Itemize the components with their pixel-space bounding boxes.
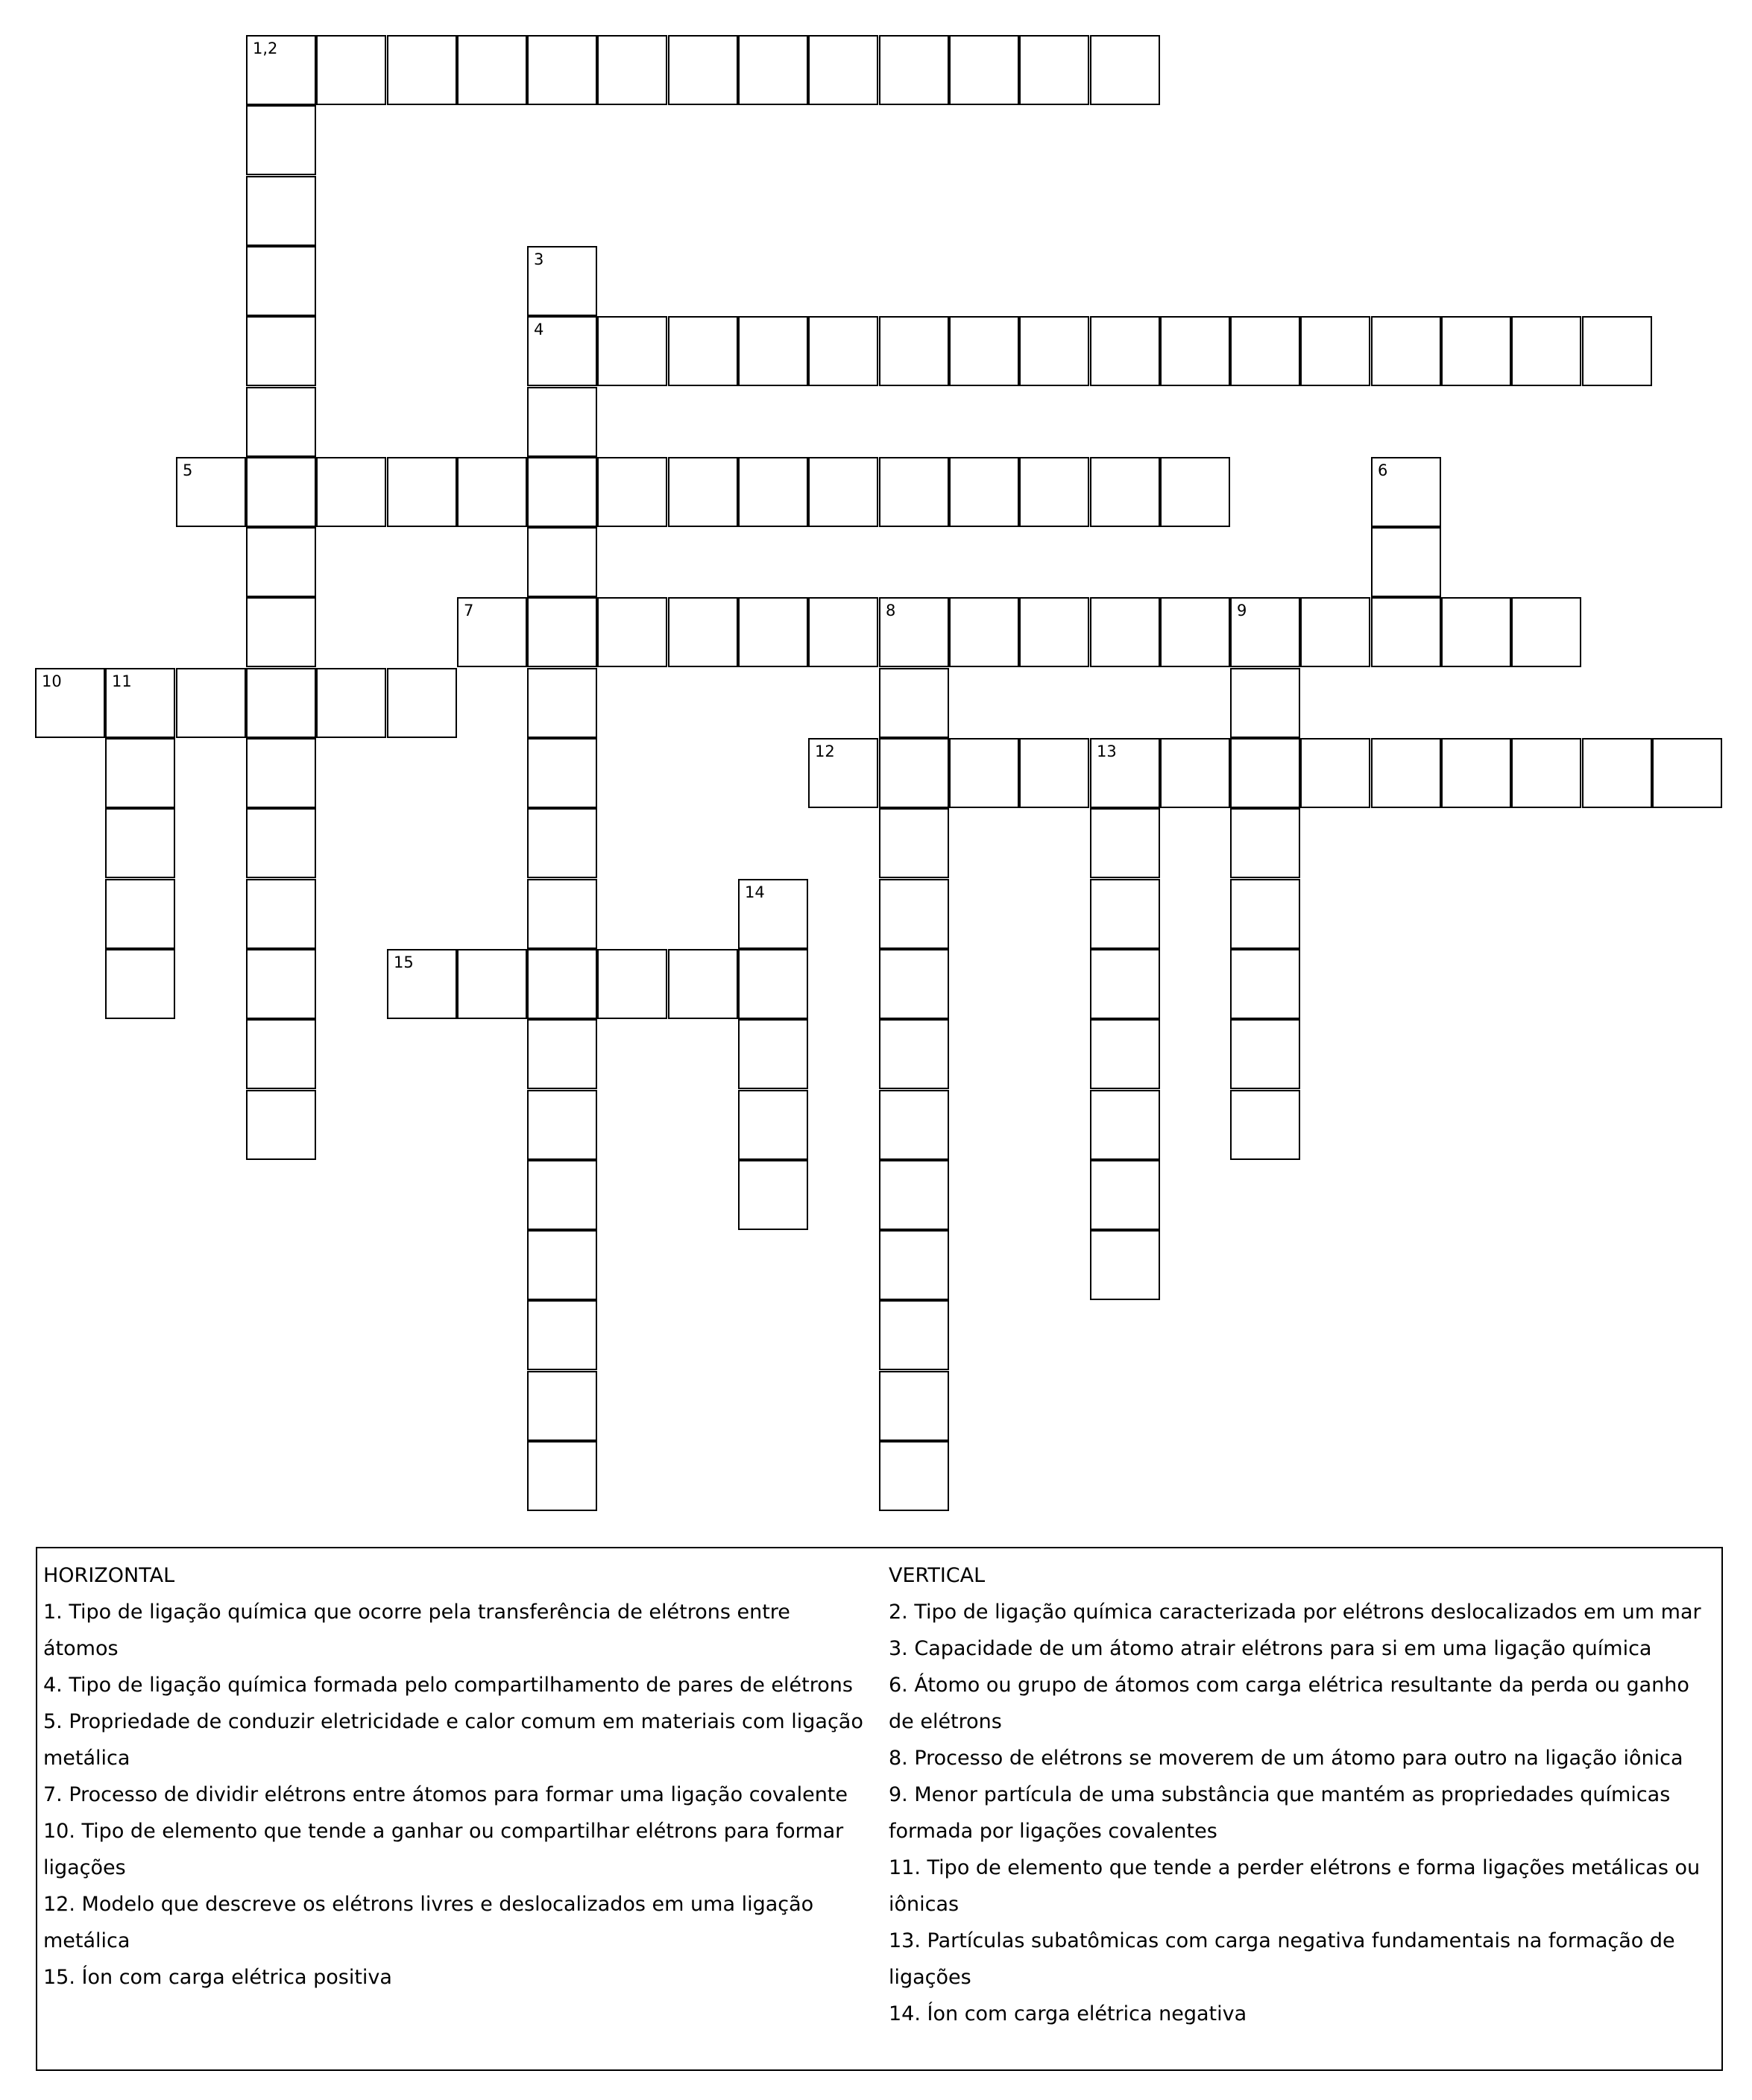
grid-cell[interactable] <box>527 1160 597 1230</box>
grid-cell[interactable] <box>1019 35 1089 105</box>
clue-across-10: 10. Tipo de elemento que tende a ganhar ou compartilhar elétrons para formar ligações <box>43 1820 844 1879</box>
grid-cell[interactable] <box>1090 1090 1160 1160</box>
grid-cell[interactable] <box>176 668 246 738</box>
grid-cell[interactable] <box>105 738 175 808</box>
clue-number: 10 <box>42 672 62 690</box>
grid-cell[interactable] <box>1160 457 1230 527</box>
grid-cell[interactable] <box>246 527 316 597</box>
grid-cell[interactable] <box>1371 738 1441 808</box>
grid-cell[interactable] <box>668 457 738 527</box>
grid-cell[interactable] <box>527 1300 597 1370</box>
grid-cell[interactable] <box>1090 1160 1160 1230</box>
grid-cell[interactable] <box>879 738 949 808</box>
grid-cell[interactable] <box>527 246 597 316</box>
clue-number: 6 <box>1378 461 1388 479</box>
grid-cell[interactable] <box>879 1230 949 1300</box>
grid-cell[interactable] <box>457 949 527 1019</box>
grid-cell[interactable] <box>387 457 457 527</box>
grid-cell[interactable] <box>1090 1019 1160 1089</box>
grid-cell[interactable] <box>246 35 316 105</box>
grid-cell[interactable] <box>808 457 878 527</box>
grid-cell[interactable] <box>879 668 949 738</box>
grid-cell[interactable] <box>1090 879 1160 949</box>
clue-number: 9 <box>1237 602 1247 619</box>
grid-cell[interactable] <box>1230 1090 1300 1160</box>
grid-cell[interactable] <box>527 1441 597 1511</box>
clue-number: 11 <box>112 672 132 690</box>
clue-down-13: 13. Partículas subatômicas com carga negativa fundamentais na formação de ligações <box>889 1929 1675 1989</box>
grid-cell[interactable] <box>1230 316 1300 386</box>
grid-cell[interactable] <box>1019 738 1089 808</box>
grid-cell[interactable] <box>949 457 1019 527</box>
grid-cell[interactable] <box>738 879 808 949</box>
clue-down-6: 6. Átomo ou grupo de átomos com carga elétrica resultante da perda ou ganho de elétrons <box>889 1674 1689 1733</box>
grid-cell[interactable] <box>246 668 316 738</box>
grid-cell[interactable] <box>246 246 316 316</box>
clue-across-5: 5. Propriedade de conduzir eletricidade e calor comum em materiais com ligação metálica <box>43 1710 863 1770</box>
grid-cell[interactable] <box>527 668 597 738</box>
grid-cell[interactable] <box>1160 738 1230 808</box>
clues-box <box>36 1547 1723 2071</box>
grid-cell[interactable] <box>1230 949 1300 1019</box>
clue-number: 3 <box>534 250 544 268</box>
grid-cell[interactable] <box>879 1090 949 1160</box>
grid-cell[interactable] <box>808 316 878 386</box>
grid-cell[interactable] <box>668 316 738 386</box>
grid-cell[interactable] <box>246 387 316 457</box>
grid-cell[interactable] <box>1371 457 1441 527</box>
grid-cell[interactable] <box>1652 738 1722 808</box>
grid-cell[interactable] <box>246 738 316 808</box>
clue-number: 4 <box>534 321 544 338</box>
grid-cell[interactable] <box>597 457 667 527</box>
grid-cell[interactable] <box>105 949 175 1019</box>
grid-cell[interactable] <box>1090 457 1160 527</box>
grid-cell[interactable] <box>1230 1019 1300 1089</box>
grid-cell[interactable] <box>738 949 808 1019</box>
grid-cell[interactable] <box>246 457 316 527</box>
grid-cell[interactable] <box>316 668 386 738</box>
grid-cell[interactable] <box>316 35 386 105</box>
grid-cell[interactable] <box>879 808 949 878</box>
grid-cell[interactable] <box>879 316 949 386</box>
grid-cell[interactable] <box>1511 738 1581 808</box>
clue-across-12: 12. Modelo que descreve os elétrons livres e deslocalizados em uma ligação metálica <box>43 1893 814 1952</box>
grid-cell[interactable] <box>738 597 808 667</box>
grid-cell[interactable] <box>527 1371 597 1441</box>
grid-cell[interactable] <box>808 597 878 667</box>
clue-across-15: 15. Íon com carga elétrica positiva <box>43 1966 392 1989</box>
clue-number: 14 <box>745 883 765 901</box>
clue-down-11: 11. Tipo de elemento que tende a perder elétrons e forma ligações metálicas ou iônicas <box>889 1856 1701 1916</box>
grid-cell[interactable] <box>738 316 808 386</box>
grid-cell[interactable] <box>1371 527 1441 597</box>
grid-cell[interactable] <box>949 35 1019 105</box>
grid-cell[interactable] <box>1160 597 1230 667</box>
grid-cell[interactable] <box>1582 316 1652 386</box>
grid-cell[interactable] <box>1230 738 1300 808</box>
grid-cell[interactable] <box>808 35 878 105</box>
grid-cell[interactable] <box>527 879 597 949</box>
grid-cell[interactable] <box>1582 738 1652 808</box>
grid-cell[interactable] <box>246 949 316 1019</box>
grid-cell[interactable] <box>35 668 105 738</box>
horizontal-clues <box>43 1557 871 1996</box>
grid-cell[interactable] <box>1441 738 1511 808</box>
clue-down-3: 3. Capacidade de um átomo atrair elétrons para si em uma ligação química <box>889 1637 1652 1660</box>
grid-cell[interactable] <box>1090 597 1160 667</box>
clue-number: 1,2 <box>253 40 278 57</box>
grid-cell[interactable] <box>668 35 738 105</box>
grid-cell[interactable] <box>738 1019 808 1089</box>
grid-cell[interactable] <box>527 457 597 527</box>
grid-cell[interactable] <box>105 668 175 738</box>
grid-cell[interactable] <box>879 879 949 949</box>
grid-cell[interactable] <box>246 176 316 246</box>
grid-cell[interactable] <box>246 105 316 175</box>
grid-cell[interactable] <box>738 1090 808 1160</box>
grid-cell[interactable] <box>527 808 597 878</box>
clue-number: 13 <box>1097 742 1117 760</box>
grid-cell[interactable] <box>879 949 949 1019</box>
grid-cell[interactable] <box>1371 597 1441 667</box>
grid-cell[interactable] <box>246 316 316 386</box>
vertical-heading: VERTICAL <box>889 1564 986 1587</box>
grid-cell[interactable] <box>457 35 527 105</box>
grid-cell[interactable] <box>527 738 597 808</box>
clue-number: 12 <box>815 742 835 760</box>
grid-cell[interactable] <box>246 597 316 667</box>
grid-cell[interactable] <box>105 808 175 878</box>
grid-cell[interactable] <box>527 597 597 667</box>
clue-across-1: 1. Tipo de ligação química que ocorre pela transferência de elétrons entre átomos <box>43 1601 790 1660</box>
grid-cell[interactable] <box>668 597 738 667</box>
grid-cell[interactable] <box>387 35 457 105</box>
grid-cell[interactable] <box>597 949 667 1019</box>
grid-cell[interactable] <box>879 597 949 667</box>
grid-cell[interactable] <box>1230 597 1300 667</box>
grid-cell[interactable] <box>879 457 949 527</box>
grid-cell[interactable] <box>387 949 457 1019</box>
grid-cell[interactable] <box>246 1090 316 1160</box>
grid-cell[interactable] <box>527 316 597 386</box>
grid-cell[interactable] <box>527 35 597 105</box>
grid-cell[interactable] <box>879 1371 949 1441</box>
grid-cell[interactable] <box>387 668 457 738</box>
clue-number: 15 <box>394 953 414 971</box>
grid-cell[interactable] <box>1300 597 1370 667</box>
clue-number: 5 <box>183 461 193 479</box>
clue-down-9: 9. Menor partícula de uma substância que mantém as propriedades químicas formada por ligações covalentes <box>889 1783 1671 1843</box>
grid-cell[interactable] <box>738 1160 808 1230</box>
grid-cell[interactable] <box>738 457 808 527</box>
grid-cell[interactable] <box>316 457 386 527</box>
grid-cell[interactable] <box>1511 597 1581 667</box>
grid-cell[interactable] <box>1090 316 1160 386</box>
grid-cell[interactable] <box>246 1019 316 1089</box>
grid-cell[interactable] <box>1230 808 1300 878</box>
clue-down-2: 2. Tipo de ligação química caracterizada por elétrons deslocalizados em um mar <box>889 1601 1701 1624</box>
clue-number: 8 <box>886 602 896 619</box>
grid-cell[interactable] <box>246 879 316 949</box>
grid-cell[interactable] <box>668 949 738 1019</box>
grid-cell[interactable] <box>1300 316 1370 386</box>
vertical-clues <box>889 1557 1716 2032</box>
grid-cell[interactable] <box>738 35 808 105</box>
grid-cell[interactable] <box>1090 35 1160 105</box>
grid-cell[interactable] <box>879 1160 949 1230</box>
grid-cell[interactable] <box>1230 668 1300 738</box>
grid-cell[interactable] <box>457 457 527 527</box>
grid-cell[interactable] <box>597 35 667 105</box>
grid-cell[interactable] <box>879 1300 949 1370</box>
grid-cell[interactable] <box>597 316 667 386</box>
grid-cell[interactable] <box>879 35 949 105</box>
grid-cell[interactable] <box>1230 879 1300 949</box>
grid-cell[interactable] <box>1090 1230 1160 1300</box>
grid-cell[interactable] <box>1090 808 1160 878</box>
grid-cell[interactable] <box>1441 316 1511 386</box>
grid-cell[interactable] <box>949 597 1019 667</box>
grid-cell[interactable] <box>1511 316 1581 386</box>
grid-cell[interactable] <box>527 527 597 597</box>
grid-cell[interactable] <box>527 1230 597 1300</box>
horizontal-heading: HORIZONTAL <box>43 1564 175 1587</box>
grid-cell[interactable] <box>1090 949 1160 1019</box>
grid-cell[interactable] <box>457 597 527 667</box>
grid-cell[interactable] <box>1160 316 1230 386</box>
grid-cell[interactable] <box>527 1090 597 1160</box>
grid-cell[interactable] <box>1441 597 1511 667</box>
grid-cell[interactable] <box>105 879 175 949</box>
grid-cell[interactable] <box>527 1019 597 1089</box>
grid-cell[interactable] <box>808 738 878 808</box>
clue-down-8: 8. Processo de elétrons se moverem de um átomo para outro na ligação iônica <box>889 1747 1683 1770</box>
grid-cell[interactable] <box>879 1019 949 1089</box>
grid-cell[interactable] <box>1371 316 1441 386</box>
clue-number: 7 <box>464 602 474 619</box>
grid-cell[interactable] <box>597 597 667 667</box>
grid-cell[interactable] <box>527 949 597 1019</box>
grid-cell[interactable] <box>1090 738 1160 808</box>
grid-cell[interactable] <box>1019 597 1089 667</box>
grid-cell[interactable] <box>176 457 246 527</box>
grid-cell[interactable] <box>527 387 597 457</box>
grid-cell[interactable] <box>1019 457 1089 527</box>
clue-across-4: 4. Tipo de ligação química formada pelo compartilhamento de pares de elétrons <box>43 1674 853 1697</box>
grid-cell[interactable] <box>246 808 316 878</box>
clue-down-14: 14. Íon com carga elétrica negativa <box>889 2002 1247 2025</box>
grid-cell[interactable] <box>1019 316 1089 386</box>
grid-cell[interactable] <box>1300 738 1370 808</box>
grid-cell[interactable] <box>949 316 1019 386</box>
clue-across-7: 7. Processo de dividir elétrons entre átomos para formar uma ligação covalente <box>43 1783 848 1806</box>
grid-cell[interactable] <box>879 1441 949 1511</box>
grid-cell[interactable] <box>949 738 1019 808</box>
